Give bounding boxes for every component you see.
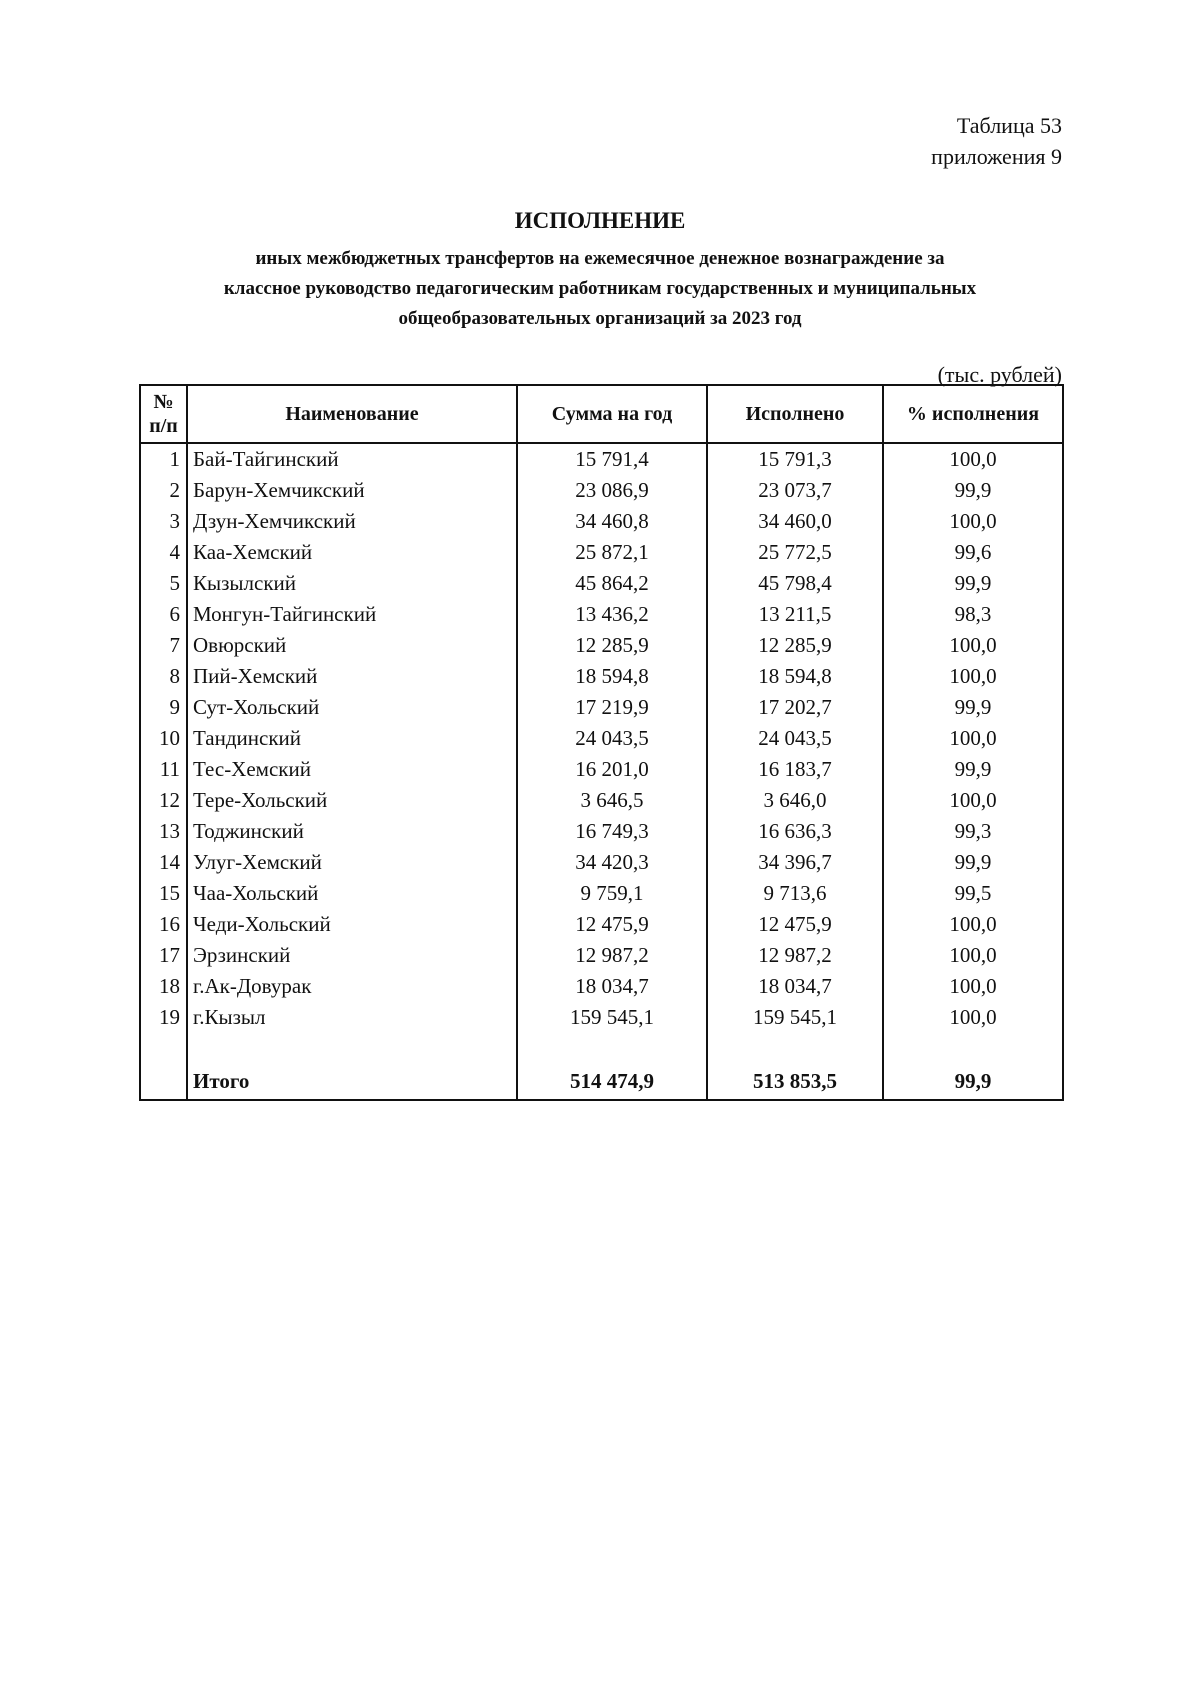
row-plan: 34 420,3 — [517, 847, 707, 878]
table-row — [140, 537, 1063, 568]
row-name: Чеди-Хольский — [187, 909, 517, 940]
table-row — [140, 878, 1063, 909]
column-header-plan: Сумма на год — [517, 385, 707, 443]
row-number: 15 — [140, 878, 187, 909]
spacer-cell — [140, 1033, 187, 1064]
table-row — [140, 568, 1063, 599]
total-percent: 99,9 — [883, 1064, 1063, 1100]
row-actual: 15 791,3 — [707, 443, 883, 475]
row-plan: 25 872,1 — [517, 537, 707, 568]
row-name: г.Ак-Довурак — [187, 971, 517, 1002]
annex-number: приложения 9 — [931, 144, 1062, 169]
table-row — [140, 630, 1063, 661]
row-name: Каа-Хемский — [187, 537, 517, 568]
row-number: 8 — [140, 661, 187, 692]
row-name: Чаа-Хольский — [187, 878, 517, 909]
row-name: Овюрский — [187, 630, 517, 661]
row-number: 12 — [140, 785, 187, 816]
spacer-row — [140, 1033, 1063, 1064]
table-row — [140, 754, 1063, 785]
spacer-cell — [707, 1033, 883, 1064]
row-actual: 23 073,7 — [707, 475, 883, 506]
row-name: Тес-Хемский — [187, 754, 517, 785]
row-plan: 45 864,2 — [517, 568, 707, 599]
table-row — [140, 692, 1063, 723]
row-percent: 100,0 — [883, 506, 1063, 537]
row-number: 3 — [140, 506, 187, 537]
table-row — [140, 909, 1063, 940]
row-percent: 100,0 — [883, 1002, 1063, 1033]
row-name: Тоджинский — [187, 816, 517, 847]
units-label: (тыс. рублей) — [937, 362, 1062, 387]
row-actual: 3 646,0 — [707, 785, 883, 816]
document-subtitle — [140, 244, 1060, 334]
row-number: 19 — [140, 1002, 187, 1033]
table-reference — [931, 110, 1062, 172]
row-actual: 12 475,9 — [707, 909, 883, 940]
table-row — [140, 785, 1063, 816]
row-number: 9 — [140, 692, 187, 723]
row-plan: 12 285,9 — [517, 630, 707, 661]
row-plan: 24 043,5 — [517, 723, 707, 754]
table-row — [140, 661, 1063, 692]
row-number: 10 — [140, 723, 187, 754]
row-percent: 99,9 — [883, 568, 1063, 599]
row-percent: 98,3 — [883, 599, 1063, 630]
row-percent: 99,5 — [883, 878, 1063, 909]
row-name: Тере-Хольский — [187, 785, 517, 816]
subtitle-line: классное руководство педагогическим работникам государственных и муниципальных — [223, 278, 977, 299]
table-row — [140, 443, 1063, 475]
total-number — [140, 1064, 187, 1100]
table-header-row — [140, 385, 1063, 443]
total-actual: 513 853,5 — [707, 1064, 883, 1100]
row-actual: 12 987,2 — [707, 940, 883, 971]
row-actual: 24 043,5 — [707, 723, 883, 754]
row-name: Дзун-Хемчикский — [187, 506, 517, 537]
row-percent: 100,0 — [883, 971, 1063, 1002]
spacer-cell — [187, 1033, 517, 1064]
row-number: 5 — [140, 568, 187, 599]
column-header-number: № п/п — [140, 385, 187, 443]
spacer-cell — [517, 1033, 707, 1064]
row-name: г.Кызыл — [187, 1002, 517, 1033]
column-header-actual: Исполнено — [707, 385, 883, 443]
row-actual: 34 460,0 — [707, 506, 883, 537]
row-percent: 99,6 — [883, 537, 1063, 568]
row-plan: 15 791,4 — [517, 443, 707, 475]
row-percent: 100,0 — [883, 785, 1063, 816]
column-header-percent: % исполнения — [883, 385, 1063, 443]
table-number: Таблица 53 — [956, 113, 1062, 138]
row-name: Сут-Хольский — [187, 692, 517, 723]
row-percent: 99,3 — [883, 816, 1063, 847]
subtitle-line: общеобразовательных организаций за 2023 год — [398, 308, 802, 329]
row-percent: 100,0 — [883, 661, 1063, 692]
table-row — [140, 506, 1063, 537]
total-label: Итого — [187, 1064, 517, 1100]
row-actual: 18 034,7 — [707, 971, 883, 1002]
row-actual: 25 772,5 — [707, 537, 883, 568]
row-number: 2 — [140, 475, 187, 506]
row-percent: 99,9 — [883, 754, 1063, 785]
execution-table — [139, 384, 1064, 1101]
table-row — [140, 847, 1063, 878]
row-plan: 34 460,8 — [517, 506, 707, 537]
row-percent: 100,0 — [883, 443, 1063, 475]
row-number: 17 — [140, 940, 187, 971]
row-actual: 17 202,7 — [707, 692, 883, 723]
row-percent: 100,0 — [883, 630, 1063, 661]
table-row — [140, 940, 1063, 971]
row-percent: 100,0 — [883, 723, 1063, 754]
row-name: Эрзинский — [187, 940, 517, 971]
row-actual: 16 183,7 — [707, 754, 883, 785]
row-plan: 3 646,5 — [517, 785, 707, 816]
row-plan: 13 436,2 — [517, 599, 707, 630]
row-number: 4 — [140, 537, 187, 568]
row-name: Бай-Тайгинский — [187, 443, 517, 475]
row-percent: 99,9 — [883, 847, 1063, 878]
row-actual: 34 396,7 — [707, 847, 883, 878]
table-row — [140, 723, 1063, 754]
table-row — [140, 1002, 1063, 1033]
table-body — [140, 443, 1063, 1100]
row-name: Пий-Хемский — [187, 661, 517, 692]
row-name: Улуг-Хемский — [187, 847, 517, 878]
row-number: 1 — [140, 443, 187, 475]
row-plan: 17 219,9 — [517, 692, 707, 723]
subtitle-line: иных межбюджетных трансфертов на ежемесячное денежное вознаграждение за — [255, 248, 945, 269]
row-plan: 18 594,8 — [517, 661, 707, 692]
row-name: Тандинский — [187, 723, 517, 754]
document-title: ИСПОЛНЕНИЕ — [514, 208, 686, 233]
spacer-cell — [883, 1033, 1063, 1064]
total-row — [140, 1064, 1063, 1100]
table-row — [140, 475, 1063, 506]
row-number: 16 — [140, 909, 187, 940]
row-number: 6 — [140, 599, 187, 630]
row-number: 11 — [140, 754, 187, 785]
row-percent: 100,0 — [883, 940, 1063, 971]
row-number: 14 — [140, 847, 187, 878]
row-name: Барун-Хемчикский — [187, 475, 517, 506]
row-plan: 16 201,0 — [517, 754, 707, 785]
row-plan: 9 759,1 — [517, 878, 707, 909]
row-plan: 12 475,9 — [517, 909, 707, 940]
row-name: Монгун-Тайгинский — [187, 599, 517, 630]
row-actual: 13 211,5 — [707, 599, 883, 630]
row-percent: 99,9 — [883, 475, 1063, 506]
total-plan: 514 474,9 — [517, 1064, 707, 1100]
column-header-name: Наименование — [187, 385, 517, 443]
row-plan: 18 034,7 — [517, 971, 707, 1002]
row-number: 18 — [140, 971, 187, 1002]
row-actual: 9 713,6 — [707, 878, 883, 909]
table-row — [140, 971, 1063, 1002]
table-row — [140, 599, 1063, 630]
row-percent: 99,9 — [883, 692, 1063, 723]
row-actual: 16 636,3 — [707, 816, 883, 847]
row-name: Кызылский — [187, 568, 517, 599]
row-actual: 18 594,8 — [707, 661, 883, 692]
row-plan: 159 545,1 — [517, 1002, 707, 1033]
row-actual: 12 285,9 — [707, 630, 883, 661]
row-plan: 23 086,9 — [517, 475, 707, 506]
row-percent: 100,0 — [883, 909, 1063, 940]
row-actual: 159 545,1 — [707, 1002, 883, 1033]
row-number: 7 — [140, 630, 187, 661]
row-plan: 12 987,2 — [517, 940, 707, 971]
row-actual: 45 798,4 — [707, 568, 883, 599]
table-row — [140, 816, 1063, 847]
row-plan: 16 749,3 — [517, 816, 707, 847]
row-number: 13 — [140, 816, 187, 847]
